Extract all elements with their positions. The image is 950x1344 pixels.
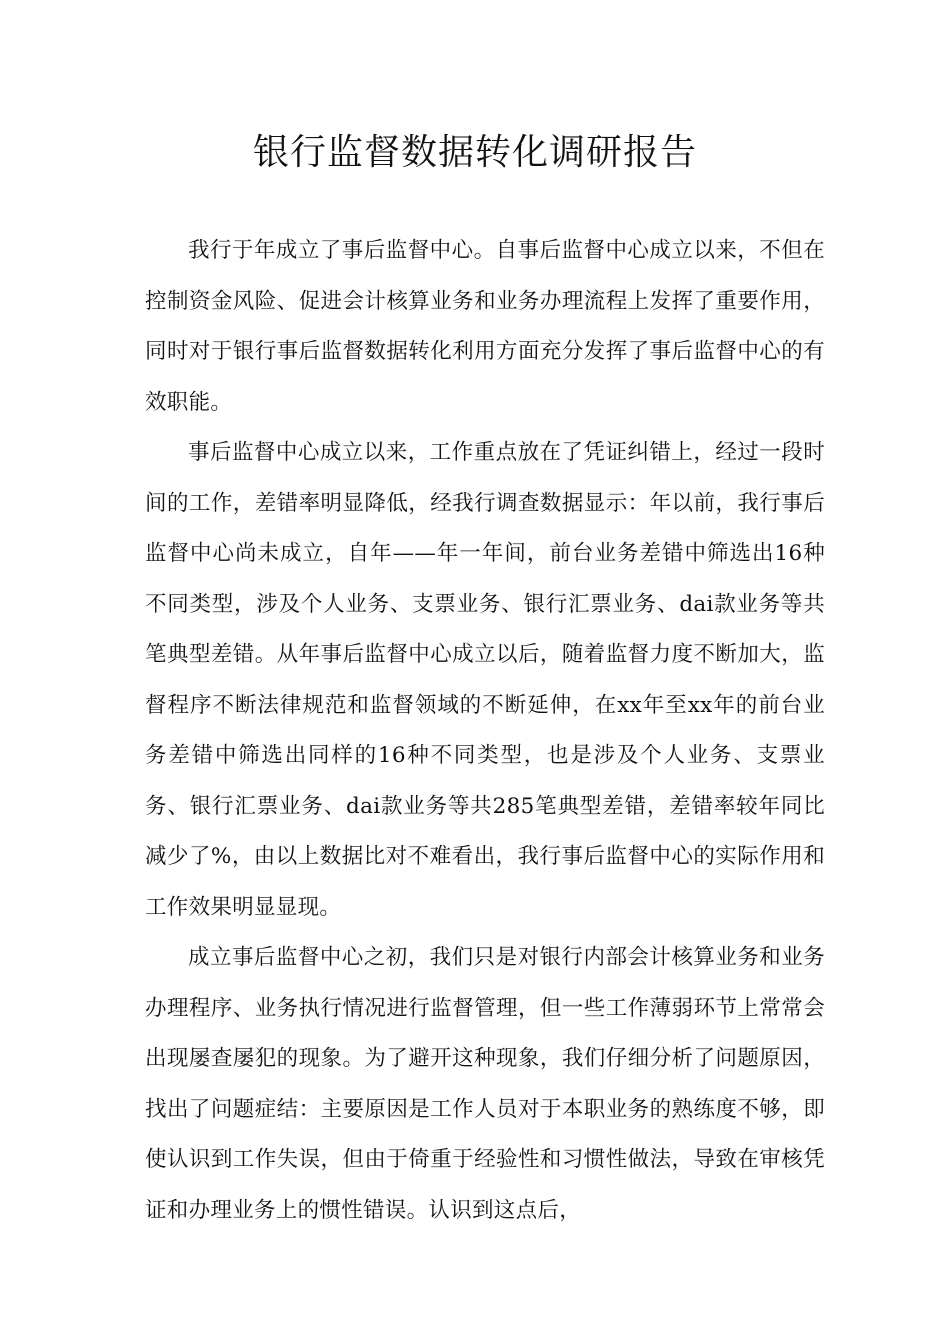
paragraph-2: 事后监督中心成立以来，工作重点放在了凭证纠错上，经过一段时间的工作，差错率明显降低，经我行调查数据显示：年以前，我行事后监督中心尚未成立，自年——年一年间，前台业务差错中筛选出16种不同类型，涉及个人业务、支票业务、银行汇票业务、dai款业务等共笔典型差错。从年事后监督中心成立以后，随着监督力度不断加大，监督程序不断法律规范和监督领域的不断延伸，在xx年至xx年的前台业务差错中筛选出同样的16种不同类型，也是涉及个人业务、支票业务、银行汇票业务、dai款业务等共285笔典型差错，差错率较年同比减少了%，由以上数据比对不难看出，我行事后监督中心的实际作用和工作效果明显显现。 [145,440,825,920]
document-body [145,226,825,1236]
paragraph-1: 我行于年成立了事后监督中心。自事后监督中心成立以来，不但在控制资金风险、促进会计核算业务和业务办理流程上发挥了重要作用，同时对于银行事后监督数据转化利用方面充分发挥了事后监督中心的有效职能。 [145,238,825,415]
document-title: 银行监督数据转化调研报告 [252,132,697,173]
paragraph-3: 成立事后监督中心之初，我们只是对银行内部会计核算业务和业务办理程序、业务执行情况进行监督管理，但一些工作薄弱环节上常常会出现屡查屡犯的现象。为了避开这种现象，我们仔细分析了问题原因，找出了问题症结：主要原因是工作人员对于本职业务的熟练度不够，即使认识到工作失误，但由于倚重于经验性和习惯性做法，导致在审核凭证和办理业务上的惯性错误。认识到这点后， [145,945,825,1223]
